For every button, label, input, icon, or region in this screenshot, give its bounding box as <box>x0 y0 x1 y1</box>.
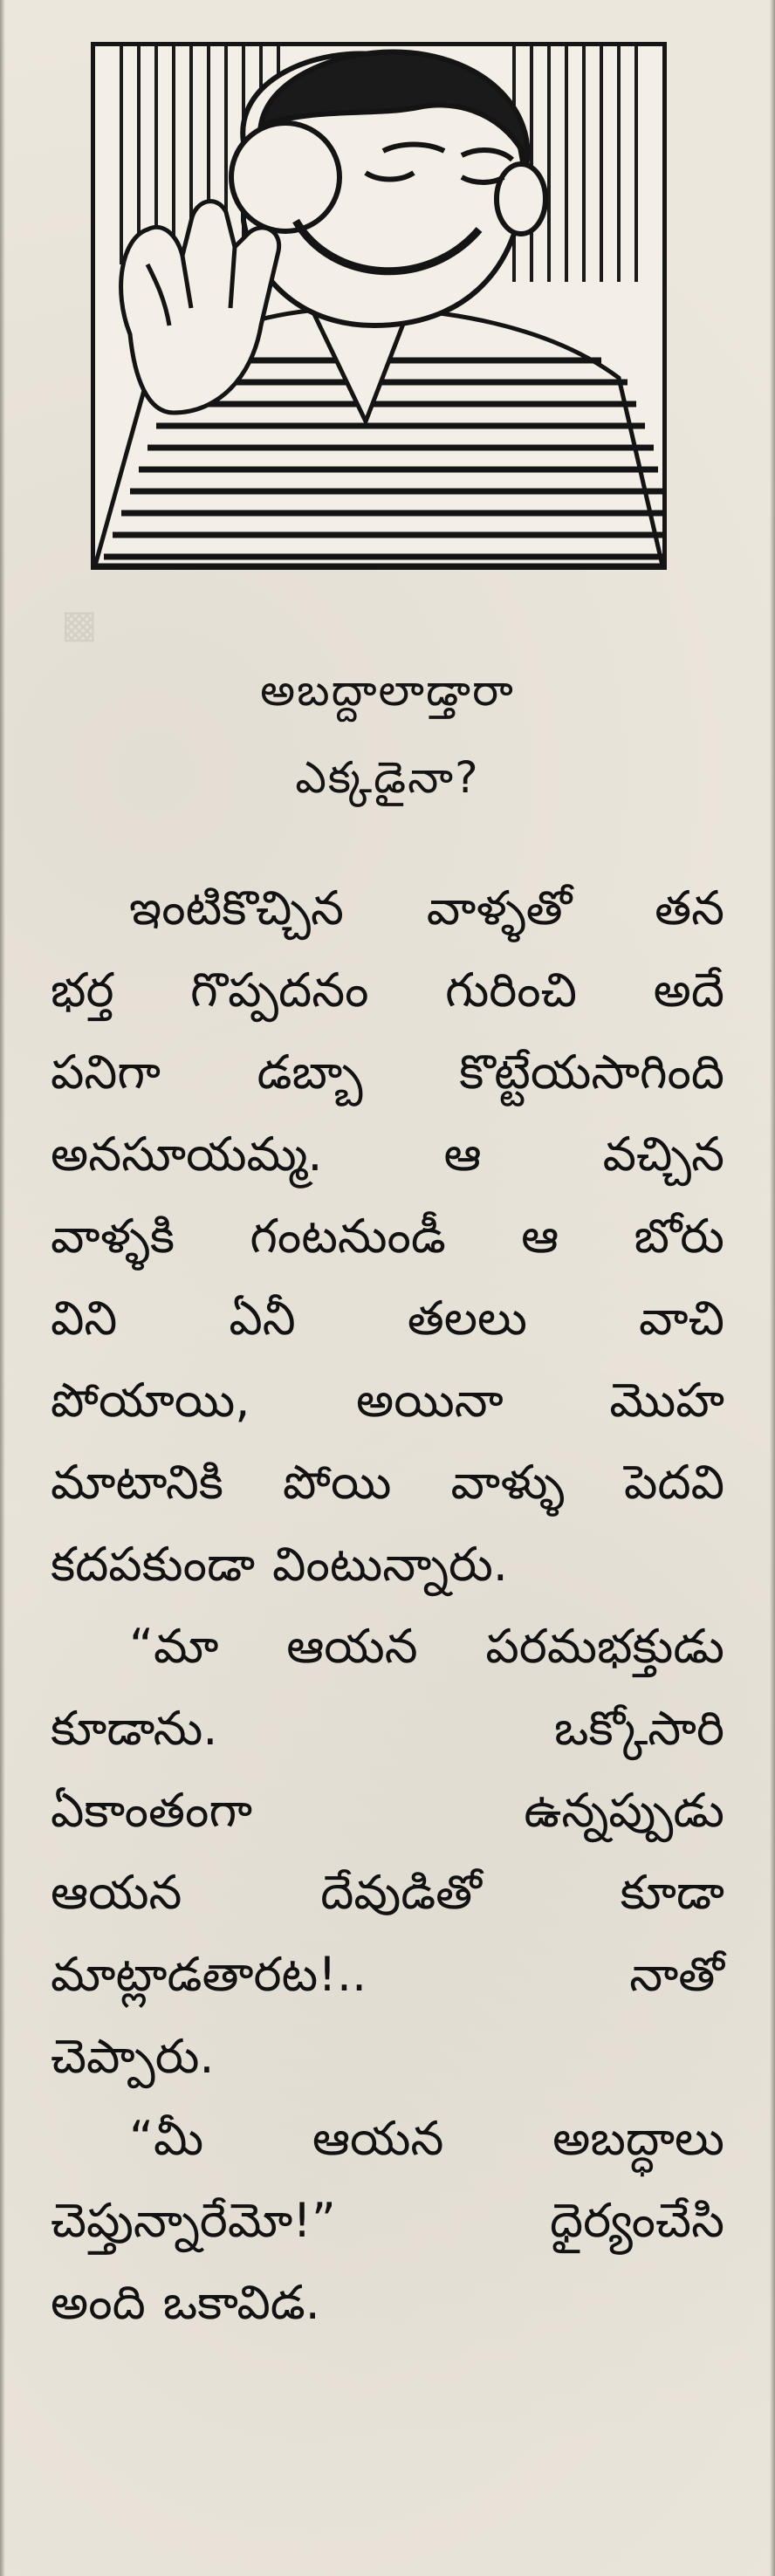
article-word: పెదవి <box>624 1454 724 1510</box>
article-word: ఉన్నప్పుడు <box>524 1782 724 1838</box>
article-word: తన <box>655 880 724 935</box>
head <box>231 52 545 325</box>
cartoon-illustration <box>95 46 662 565</box>
article-word: ఆయన <box>286 1618 418 1674</box>
article-word: ఇంటికొచ్చిన <box>129 880 344 935</box>
article-line <box>51 2185 724 2267</box>
article-word: పరమభక్తుడు <box>485 1618 724 1674</box>
article-word: డబ్బా <box>257 1044 363 1100</box>
article-word: తలలు <box>407 1290 527 1346</box>
bleed-through-smudge: ▩ <box>61 602 98 647</box>
article-word: కదపకుండా <box>51 1536 256 1592</box>
article-line <box>51 955 724 1037</box>
article-line <box>51 1529 724 1611</box>
article-line <box>51 873 724 955</box>
article-word: కొట్టేయసాగింది <box>459 1044 724 1100</box>
article-line <box>51 1119 724 1201</box>
article-word: వాచి <box>639 1290 724 1346</box>
headline-line-1: అబద్దాలాడ్తారా <box>260 665 515 716</box>
article-line <box>51 2103 724 2185</box>
article-word: చెప్పారు. <box>51 2028 215 2084</box>
article-word: ఆయన <box>312 2110 444 2166</box>
article-word: మొహ <box>609 1372 724 1428</box>
article-line <box>51 1037 724 1119</box>
cartoon-panel <box>91 42 667 570</box>
article-word: చెప్తున్నారేమో!” <box>51 2192 336 2248</box>
article-word: అయినా <box>356 1372 504 1428</box>
article-line <box>51 1611 724 1693</box>
article-word: పనిగా <box>51 1044 161 1100</box>
article-body <box>51 873 724 2349</box>
article-word: ఆ <box>521 1208 559 1264</box>
article-word: ఏనీ <box>229 1290 296 1346</box>
article-word: వాళ్ళకి <box>51 1208 175 1264</box>
article-word: భర్త <box>51 962 114 1017</box>
article-word: దేవుడితో <box>320 1864 482 1920</box>
article-word: అదే <box>653 962 724 1017</box>
article-word: మాట్లాడతారట!.. <box>51 1946 367 2002</box>
article-line <box>51 1693 724 1775</box>
article-word: కూడా <box>620 1864 724 1920</box>
article-word: ఒక్కోసారి <box>554 1700 724 1756</box>
article-word: ఆయన <box>51 1864 182 1920</box>
article-line <box>51 1283 724 1365</box>
article-line <box>51 2021 724 2103</box>
article-line <box>51 1447 724 1529</box>
article-word: “మా <box>129 1618 219 1674</box>
article-line <box>51 1939 724 2021</box>
article-word: అనసూయమ్మ. <box>51 1126 323 1182</box>
article-word: ఏకాంతంగా <box>51 1782 253 1838</box>
article-word: పోయి <box>283 1454 392 1510</box>
page-edge-shadow-left <box>0 0 5 2576</box>
article-word: వచ్చిన <box>602 1126 724 1182</box>
article-word: గొప్పదనం <box>190 962 369 1017</box>
article-word: నాతో <box>629 1946 724 2002</box>
article-word: “మీ <box>129 2110 204 2166</box>
article-line <box>51 1365 724 1447</box>
article-line <box>51 2267 724 2349</box>
article-word: వాళ్ళతో <box>426 880 573 935</box>
article-word: గంటనుండీ <box>250 1208 446 1264</box>
article-word: మాటానికి <box>51 1454 223 1510</box>
article-word: అబద్ధాలు <box>552 2110 724 2166</box>
headline-line-2: ఎక్కడైనా? <box>295 752 480 803</box>
article-word: అంది <box>51 2274 146 2330</box>
article-word: విని <box>51 1290 118 1346</box>
article-word: వింటున్నారు. <box>272 1536 508 1592</box>
article-word: ఒకావిడ. <box>162 2274 320 2330</box>
article-word: ఆ <box>443 1126 482 1182</box>
article-line <box>51 1775 724 1857</box>
article-word: ధైర్యంచేసి <box>549 2192 724 2248</box>
article-word: బోరు <box>634 1208 724 1264</box>
article-word: పోయాయి, <box>51 1372 250 1428</box>
article-word: కూడాను. <box>51 1700 218 1756</box>
article-word: వాళ్ళు <box>450 1454 565 1510</box>
article-word: గురించి <box>445 962 578 1017</box>
page-edge-shadow-right <box>770 0 775 2576</box>
article-line <box>51 1201 724 1283</box>
article-line <box>51 1857 724 1939</box>
